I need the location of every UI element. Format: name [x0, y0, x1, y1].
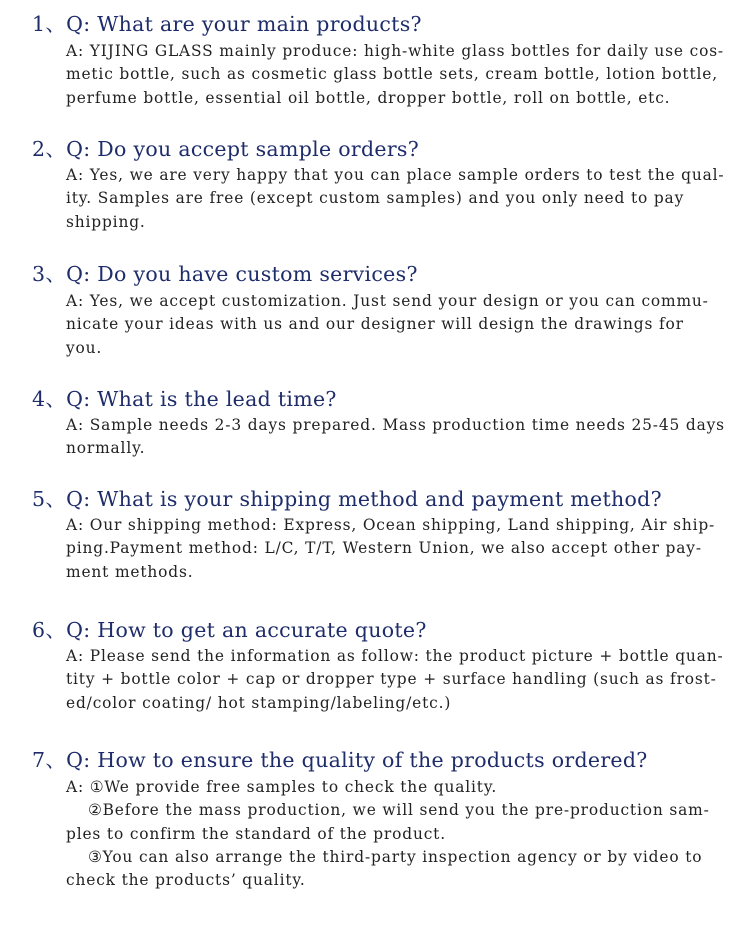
faq-question-5 — [32, 486, 662, 512]
faq-number: 7、 — [32, 748, 67, 772]
answer-line: ity. Samples are free (except custom samples) and you only need to pay — [66, 189, 685, 208]
faq-question-4 — [32, 386, 337, 412]
faq-answer-7 — [66, 776, 728, 892]
faq-question-2 — [32, 136, 419, 162]
answer-line: ③You can also arrange the third-party inspection agency or by video to — [88, 847, 703, 866]
answer-line: tity + bottle color + cap or dropper type + surface handling (such as frost- — [66, 670, 717, 689]
faq-answer-6 — [66, 645, 728, 715]
answer-line: A: Our shipping method: Express, Ocean shipping, Land shipping, Air ship- — [66, 516, 716, 534]
answer-line: A: Sample needs 2-3 days prepared. Mass production time needs 25-45 days — [66, 416, 725, 434]
answer-line: you. — [66, 338, 103, 357]
faq-question-7 — [32, 747, 648, 773]
faq-number: 5、 — [32, 487, 67, 511]
answer-line: A: ①We provide free samples to check the quality. — [66, 778, 498, 796]
faq-question-text: Q: What is the lead time? — [66, 387, 337, 411]
answer-line: nicate your ideas with us and our designer will design the drawings for — [66, 315, 684, 334]
answer-line: ping.Payment method: L/C, T/T, Western Union, we also accept other pay- — [66, 539, 702, 558]
faq-number: 3、 — [32, 262, 67, 286]
faq-question-text: Q: Do you accept sample orders? — [66, 137, 420, 161]
answer-line: A: Yes, we accept customization. Just send your design or you can commu- — [66, 292, 709, 310]
answer-line: ples to confirm the standard of the product. — [66, 824, 446, 843]
answer-line: A: Yes, we are very happy that you can place sample orders to test the qual- — [66, 166, 725, 184]
faq-question-text: Q: Do you have custom services? — [66, 262, 418, 286]
faq-question-text: Q: How to ensure the quality of the products ordered? — [66, 748, 648, 772]
faq-answer-2 — [66, 164, 728, 234]
faq-number: 2、 — [32, 137, 67, 161]
faq-question-6 — [32, 617, 427, 643]
faq-question-text: Q: How to get an accurate quote? — [66, 618, 427, 642]
faq-question-text: Q: What is your shipping method and payment method? — [66, 487, 662, 511]
faq-number: 6、 — [32, 618, 67, 642]
answer-line: ed/color coating/ hot stamping/labeling/etc.) — [66, 693, 452, 712]
faq-answer-3 — [66, 290, 728, 360]
faq-question-1 — [32, 11, 422, 37]
answer-line: perfume bottle, essential oil bottle, dropper bottle, roll on bottle, etc. — [66, 88, 671, 107]
answer-line: check the products’ quality. — [66, 871, 306, 890]
faq-number: 4、 — [32, 387, 67, 411]
faq-answer-1 — [66, 40, 728, 110]
answer-line: A: Please send the information as follow: the product picture + bottle quan- — [66, 647, 724, 665]
faq-number: 1、 — [32, 12, 67, 36]
answer-line: ment methods. — [66, 562, 194, 581]
faq-answer-5 — [66, 514, 728, 584]
answer-line: normally. — [66, 439, 146, 458]
answer-line: A: YIJING GLASS mainly produce: high-white glass bottles for daily use cos- — [66, 42, 724, 60]
answer-line: metic bottle, such as cosmetic glass bottle sets, cream bottle, lotion bottle, — [66, 65, 718, 84]
answer-line: ②Before the mass production, we will send you the pre-production sam- — [88, 801, 710, 820]
answer-line: shipping. — [66, 212, 146, 231]
faq-question-text: Q: What are your main products? — [66, 12, 422, 36]
faq-question-3 — [32, 261, 418, 287]
faq-answer-4 — [66, 414, 728, 461]
